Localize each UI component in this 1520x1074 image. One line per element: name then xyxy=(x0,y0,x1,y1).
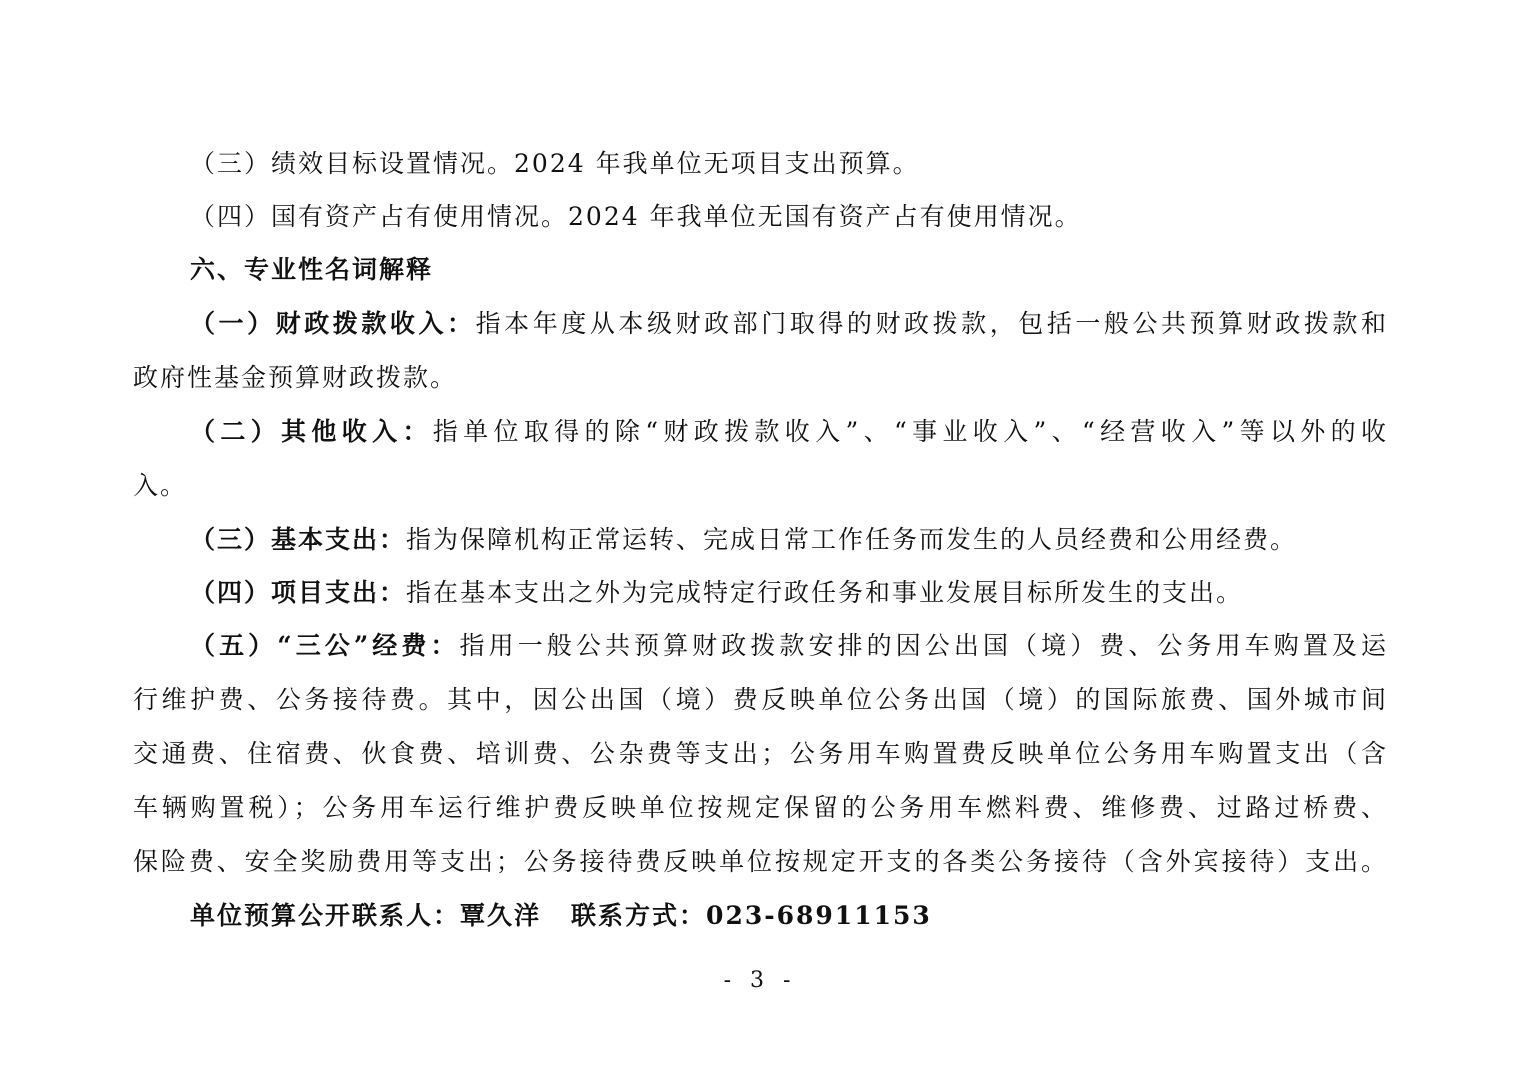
term5-line4: 车辆购置税）；公务用车运行维护费反映单位按规定保留的公务用车燃料费、维修费、过路过桥费、 xyxy=(133,793,1388,822)
section4-text: 2024 年我单位无国有资产占有使用情况。 xyxy=(568,202,1082,231)
term2-line2: 入。 xyxy=(133,471,188,500)
term1-label: （一）财政拨款收入： xyxy=(190,309,476,338)
term2-label: （二）其他收入： xyxy=(190,417,433,446)
term5-label: （五）“三公”经费： xyxy=(190,631,460,660)
term5-line2: 行维护费、公务接待费。其中，因公出国（境）费反映单位公务出国（境）的国际旅费、国外城市间 xyxy=(133,685,1388,714)
term5-line5: 保险费、安全奖励费用等支出；公务接待费反映单位按规定开支的各类公务接待（含外宾接待）支出。 xyxy=(133,847,1388,876)
term4-paragraph xyxy=(190,575,1388,611)
term5-line3: 交通费、住宿费、伙食费、培训费、公杂费等支出；公务用车购置费反映单位公务用车购置支出（含 xyxy=(133,739,1388,768)
section3-paragraph xyxy=(190,146,1388,182)
contact-method-label: 联系方式： xyxy=(571,901,707,930)
section6-heading: 六、专业性名词解释 xyxy=(190,255,434,284)
term1-line1 xyxy=(190,306,1388,342)
term4-text: 指在基本支出之外为完成特定行政任务和事业发展目标所发生的支出。 xyxy=(406,578,1244,607)
term3-paragraph xyxy=(190,522,1388,558)
term2-text-1: 指单位取得的除“财政拨款收入”、“事业收入”、“经营收入”等以外的收 xyxy=(432,417,1388,446)
term5-line1 xyxy=(190,628,1388,664)
section3-label: （三）绩效目标设置情况。 xyxy=(190,149,515,178)
contact-person-label: 单位预算公开联系人： xyxy=(190,901,461,930)
section3-text: 2024 年我单位无项目支出预算。 xyxy=(514,149,920,178)
term2-line1 xyxy=(190,414,1388,450)
contact-line xyxy=(190,898,1388,934)
page-number: - 3 - xyxy=(723,968,797,993)
section4-paragraph xyxy=(190,199,1388,235)
term5-text-1: 指用一般公共预算财政拨款安排的因公出国（境）费、公务用车购置及运 xyxy=(459,631,1388,660)
term3-text: 指为保障机构正常运转、完成日常工作任务而发生的人员经费和公用经费。 xyxy=(406,525,1298,554)
term3-label: （三）基本支出： xyxy=(190,525,407,554)
contact-phone: 023-68911153 xyxy=(706,901,932,930)
term4-label: （四）项目支出： xyxy=(190,578,407,607)
section4-label: （四）国有资产占有使用情况。 xyxy=(190,202,569,231)
term1-line2: 政府性基金预算财政拨款。 xyxy=(133,363,458,392)
term1-text-1: 指本年度从本级财政部门取得的财政拨款，包括一般公共预算财政拨款和 xyxy=(475,309,1388,338)
contact-person: 覃久洋 xyxy=(460,901,542,930)
